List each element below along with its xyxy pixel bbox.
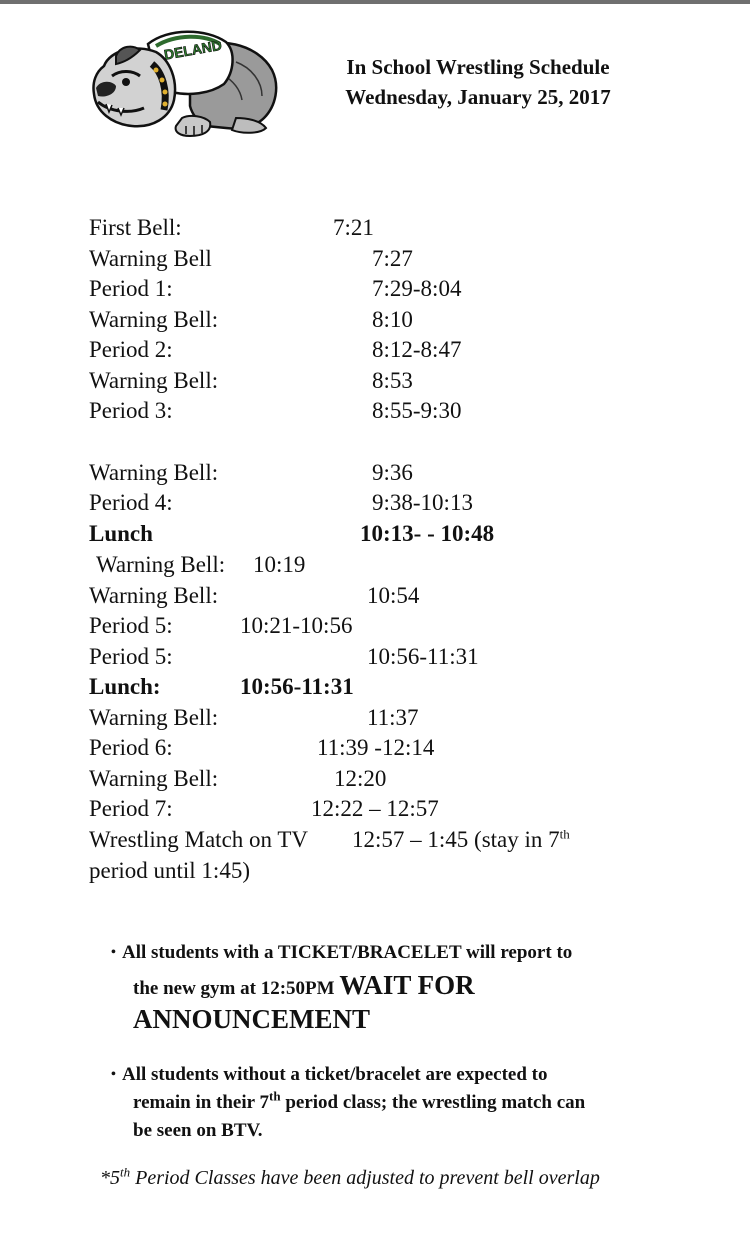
schedule-row-lunch <box>89 673 354 701</box>
row-time: 8:12-8:47 <box>372 337 462 362</box>
bullet-line-a: the new gym at 12:50PM <box>133 978 340 999</box>
row-time: 11:37 <box>367 705 419 730</box>
bullet-line: All students with a TICKET/BRACELET will report to <box>122 942 573 963</box>
row-time: 10:19 <box>253 552 306 577</box>
row-label: Warning Bell: <box>89 766 219 791</box>
page-header <box>318 52 638 112</box>
row-label: Warning Bell: <box>96 552 226 577</box>
logo-text: DELAND <box>162 36 224 63</box>
footnote-text: Period Classes have been adjusted to prevent bell overlap <box>130 1167 600 1189</box>
bullet-ticket-holders <box>111 939 573 1034</box>
schedule-row <box>96 551 306 579</box>
bulldog-logo <box>86 22 286 144</box>
row-label: Lunch <box>89 521 153 546</box>
row-label: Period 6: <box>89 735 173 760</box>
row-label: Period 1: <box>89 276 173 301</box>
match-line2: period until 1:45) <box>89 858 250 883</box>
row-label: Warning Bell: <box>89 368 219 393</box>
row-time: 10:56-11:31 <box>240 674 354 699</box>
row-time: 8:10 <box>372 307 413 332</box>
row-label: Period 5: <box>89 644 173 669</box>
row-label: Warning Bell: <box>89 705 219 730</box>
bullet-line: be seen on BTV. <box>133 1120 263 1141</box>
schedule-row <box>89 306 413 334</box>
schedule-row <box>89 459 413 487</box>
row-label: Warning Bell: <box>89 460 219 485</box>
announcement-text: ANNOUNCEMENT <box>133 1004 371 1034</box>
schedule-row <box>89 704 419 732</box>
bullet-line-b: period class; the wrestling match can <box>280 1092 586 1113</box>
schedule-row <box>89 214 374 242</box>
schedule-row <box>89 489 473 517</box>
bullet-line <box>133 1089 585 1117</box>
bullet-line <box>133 971 572 1003</box>
row-time: 12:20 <box>334 766 387 791</box>
schedule-date: Wednesday, January 25, 2017 <box>345 85 611 109</box>
footnote <box>100 1164 600 1192</box>
schedule-row <box>89 612 353 640</box>
schedule-row <box>89 275 462 303</box>
schedule-title: In School Wrestling Schedule <box>346 55 610 79</box>
row-time: 10:21-10:56 <box>240 613 353 638</box>
row-time <box>352 826 570 854</box>
row-time: 10:54 <box>367 583 420 608</box>
row-time: 10:13- - 10:48 <box>360 521 495 546</box>
schedule-row <box>89 336 462 364</box>
schedule-row <box>89 582 420 610</box>
row-label: Period 7: <box>89 796 173 821</box>
row-time: 7:29-8:04 <box>372 276 462 301</box>
row-time: 9:36 <box>372 460 413 485</box>
wrestling-match-row-cont <box>89 857 250 885</box>
schedule-row <box>89 765 387 793</box>
bullet-no-ticket <box>111 1061 586 1145</box>
match-time-sup: th <box>559 826 570 842</box>
row-label: Lunch: <box>89 674 161 699</box>
row-label: Period 2: <box>89 337 173 362</box>
row-label: Wrestling Match on TV <box>89 827 309 852</box>
row-label: Period 4: <box>89 490 173 515</box>
wait-for-text: WAIT FOR <box>339 970 475 1000</box>
schedule-row <box>89 367 413 395</box>
row-label: First Bell: <box>89 215 182 240</box>
row-label: Period 3: <box>89 398 173 423</box>
schedule-row <box>89 245 413 273</box>
footnote-sup: th <box>120 1164 131 1180</box>
row-time: 8:53 <box>372 368 413 393</box>
row-label: Warning Bell: <box>89 583 219 608</box>
bullet-line-sup: th <box>269 1088 281 1104</box>
row-time: 7:21 <box>333 215 374 240</box>
row-time: 8:55-9:30 <box>372 398 462 423</box>
footnote-prefix: *5 <box>100 1167 120 1189</box>
bullet-dot: • <box>111 945 116 960</box>
match-time: 12:57 – 1:45 (stay in 7 <box>352 827 560 852</box>
top-border <box>0 0 750 4</box>
row-time: 11:39 -12:14 <box>317 735 435 760</box>
schedule-row <box>89 643 479 671</box>
schedule-row <box>89 397 462 425</box>
schedule-row-lunch <box>89 520 495 548</box>
schedule-row <box>89 734 435 762</box>
row-time: 9:38-10:13 <box>372 490 473 515</box>
wrestling-match-row <box>89 826 570 854</box>
bullet-line-a: remain in their 7 <box>133 1092 269 1113</box>
bullet-line: All students without a ticket/bracelet are expected to <box>122 1064 548 1085</box>
row-time: 12:22 – 12:57 <box>311 796 439 821</box>
row-time: 7:27 <box>372 246 413 271</box>
bullet-dot: • <box>111 1067 116 1082</box>
row-label: Warning Bell <box>89 246 212 271</box>
row-label: Period 5: <box>89 613 173 638</box>
row-label: Warning Bell: <box>89 307 219 332</box>
schedule-row <box>89 795 439 823</box>
row-time: 10:56-11:31 <box>367 644 479 669</box>
